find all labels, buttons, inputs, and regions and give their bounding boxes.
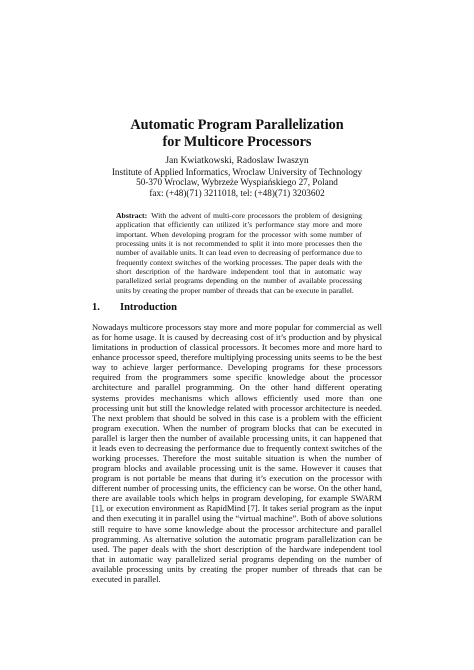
postal-address: 50-370 Wroclaw, Wybrzeże Wyspiańskiego 27, Poland <box>136 177 338 188</box>
section-title: Introduction <box>120 302 177 313</box>
author-block <box>0 156 474 198</box>
author-names: Jan Kwiatkowski, Radoslaw Iwaszyn <box>165 155 309 166</box>
paper-title-line-1: Automatic Program Parallelization <box>130 117 344 133</box>
section-heading <box>92 301 177 314</box>
abstract-text: With the advent of multi-core processors the problem of designing application that efficiently can utilized it’s performance stay more and more important. When developing program for the processor with some number of processing units it is not recommended to split it into more processes then the number of available units. It can lead even to decreasing of performance due to frequently context switches of the working processes. The paper deals with the short description of the hardware independent tool that in automatic way parallelized serial programs depending on the number of available processing units by creating the proper number of threads that can be execute in parallel. <box>116 211 362 295</box>
abstract-label: Abstract: <box>116 211 148 220</box>
section-number: 1. <box>92 302 100 313</box>
paper-title-line-2: for Multicore Processors <box>162 134 312 150</box>
section-body: Nowadays multicore processors stay more and more popular for commercial as well as for home usage. It is caused by decreasing cost of it’s production and by physical limitations in production of classical processors. It becomes more and more hard to enhance processor speed, therefore multiplying processing units seems to be the best way to achieve larger performance. Developing programs for these processors required from the programmers some specific knowledge about the processor architecture and parallel programming. On the other hand different operating systems provides mechanisms which allows efficiently used more than one processing unit but still the knowledge related with processor architecture is needed. The next problem that should be solved in this case is a problem with the efficient program execution. When the number of program blocks that can be executed in parallel is larger then the number of available processing units, it can happened that it leads even to decreasing the performance due to frequently context switches of the working processes. Therefore the most suitable situation is when the number of program blocks and available processing unit is the same. However it causes that program is not portable be means that during it’s execution on the processor with different number of processing units, the efficiency can be worse. On the other hand, there are available tools which helps in program developing, for example SWARM [1], or execution environment as RapidMind [7]. It takes serial program as the input and then executing it in parallel using the “virtual machine”. Both of above solutions still require to have some knowledge about the processor architecture and parallel programming. As alternative solution the automatic program parallelization can be used. The paper deals with the short description of the hardware independent tool that in automatic way parallelized serial programs depending on the number of available processing units by creating the proper number of threads that can be executed in parallel. <box>92 322 382 584</box>
affiliation: Institute of Applied Informatics, Wroclaw University of Technology <box>111 166 363 177</box>
abstract <box>116 211 362 295</box>
contact-numbers: fax: (+48)(71) 3211018, tel: (+48)(71) 3203602 <box>149 187 325 198</box>
